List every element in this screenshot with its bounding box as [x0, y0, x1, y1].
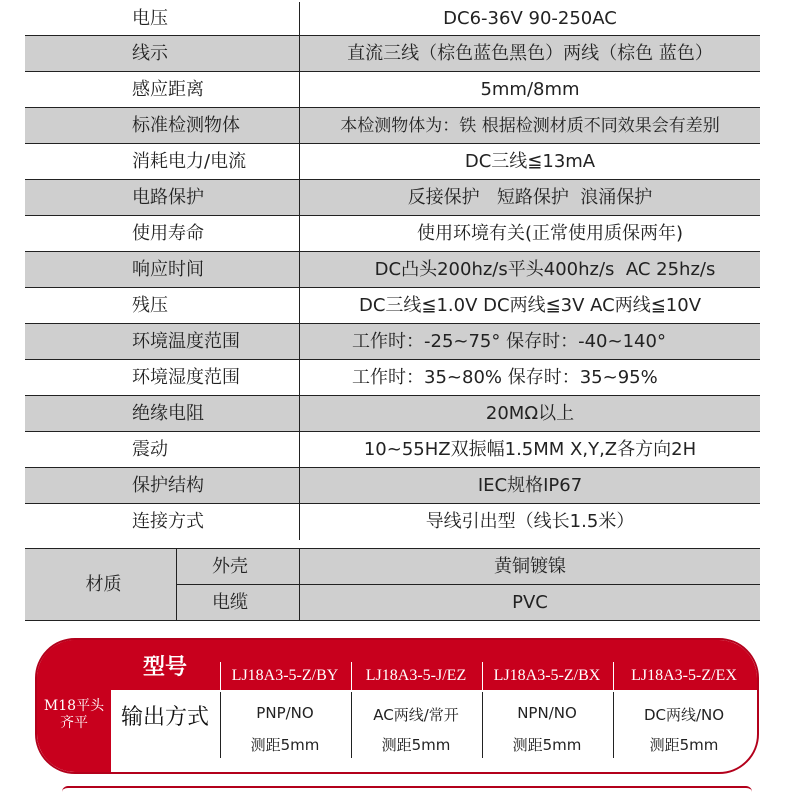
output-type: DC两线/NO	[643, 706, 725, 724]
spec-label: 标准检测物体	[25, 108, 300, 143]
spec-value: IEC规格IP67	[477, 475, 583, 496]
spec-row-power-current	[25, 144, 760, 180]
spec-row-standard-object	[25, 108, 760, 144]
side-tag-line1: M18平头	[43, 698, 105, 714]
spec-value: 工作时：35~80% 保存时：35~95%	[352, 367, 658, 388]
product-model-banner	[35, 638, 759, 774]
spec-label: 震动	[25, 432, 300, 467]
spec-label: 环境温度范围	[25, 324, 300, 359]
spec-row-connection	[25, 504, 760, 540]
spec-value: 20MΩ以上	[485, 403, 575, 424]
spec-row-circuit-protection	[25, 180, 760, 216]
sensing-range: 测距5mm	[381, 736, 451, 754]
spec-label: 绝缘电阻	[25, 396, 300, 431]
model-column	[221, 640, 349, 772]
spec-value: DC6-36V 90-250AC	[443, 8, 617, 29]
model-column	[614, 640, 754, 772]
spec-value: 反接保护 短路保护 浪涌保护	[407, 187, 653, 208]
spec-label: 电路保护	[25, 180, 300, 215]
output-type: NPN/NO	[517, 704, 577, 722]
spec-label: 线示	[25, 36, 300, 71]
output-mode-label: 输出方式	[121, 705, 210, 730]
spec-label: 保护结构	[25, 468, 300, 503]
spec-row-voltage	[25, 2, 760, 36]
sensing-range: 测距5mm	[250, 736, 320, 754]
spec-value: 直流三线（棕色蓝色黑色）两线（棕色 蓝色）	[347, 43, 713, 64]
model-column	[483, 640, 611, 772]
banner-side-tag	[37, 640, 111, 772]
sensing-range: 测距5mm	[649, 736, 719, 754]
model-number: LJ18A3-5-Z/EX	[631, 667, 737, 684]
spec-row-response-time	[25, 252, 760, 288]
spec-value: DC三线≦1.0V DC两线≦3V AC两线≦10V	[358, 295, 702, 316]
spec-value: DC三线≦13mA	[464, 151, 596, 172]
spec-value: 工作时：-25~75° 保存时：-40~140°	[352, 331, 666, 352]
spec-row-residual-voltage	[25, 288, 760, 324]
spec-label: 消耗电力/电流	[25, 144, 300, 179]
spec-value: 导线引出型（线长1.5米）	[425, 511, 635, 532]
spec-row-sensing-distance	[25, 72, 760, 108]
spec-row-service-life	[25, 216, 760, 252]
model-column	[352, 640, 480, 772]
sensing-range: 测距5mm	[512, 736, 582, 754]
spec-row-wires	[25, 36, 760, 72]
spec-label: 感应距离	[25, 72, 300, 107]
next-banner-edge	[62, 786, 752, 794]
spec-value: DC凸头200hz/s平头400hz/s AC 25hz/s	[374, 259, 716, 280]
spec-label: 响应时间	[25, 252, 300, 287]
material-sub-label-cable: 电缆	[177, 585, 300, 621]
spec-label: 电压	[25, 2, 300, 35]
spec-label: 连接方式	[25, 504, 300, 540]
spec-label: 残压	[25, 288, 300, 323]
side-tag-line2: 齐平	[60, 715, 88, 731]
model-number: LJ18A3-5-J/EZ	[365, 667, 467, 684]
model-number: LJ18A3-5-Z/BX	[493, 667, 601, 684]
model-number: LJ18A3-5-Z/BY	[231, 667, 339, 684]
spec-value: 5mm/8mm	[480, 79, 580, 100]
material-section	[25, 548, 760, 621]
material-sub-label-housing: 外壳	[177, 549, 300, 585]
material-value-housing: 黄铜镀镍	[494, 556, 566, 577]
output-type: AC两线/常开	[373, 706, 459, 724]
spec-value: 使用环境有关(正常使用质保两年)	[416, 223, 684, 244]
spec-value: 10~55HZ双振幅1.5MM X,Y,Z各方向2H	[363, 439, 697, 460]
model-label: 型号	[143, 655, 188, 680]
material-value-cable: PVC	[512, 592, 548, 613]
spec-table	[25, 0, 760, 540]
spec-row-vibration	[25, 432, 760, 468]
output-type: PNP/NO	[256, 704, 314, 722]
spec-row-ambient-temperature	[25, 324, 760, 360]
spec-row-ambient-humidity	[25, 360, 760, 396]
spec-row-protection-structure	[25, 468, 760, 504]
spec-value: 本检测物体为：铁 根据检测材质不同效果会有差别	[340, 116, 720, 136]
spec-row-insulation-resistance	[25, 396, 760, 432]
material-label: 材质	[25, 549, 177, 621]
spec-label: 环境湿度范围	[25, 360, 300, 395]
spec-label: 使用寿命	[25, 216, 300, 251]
